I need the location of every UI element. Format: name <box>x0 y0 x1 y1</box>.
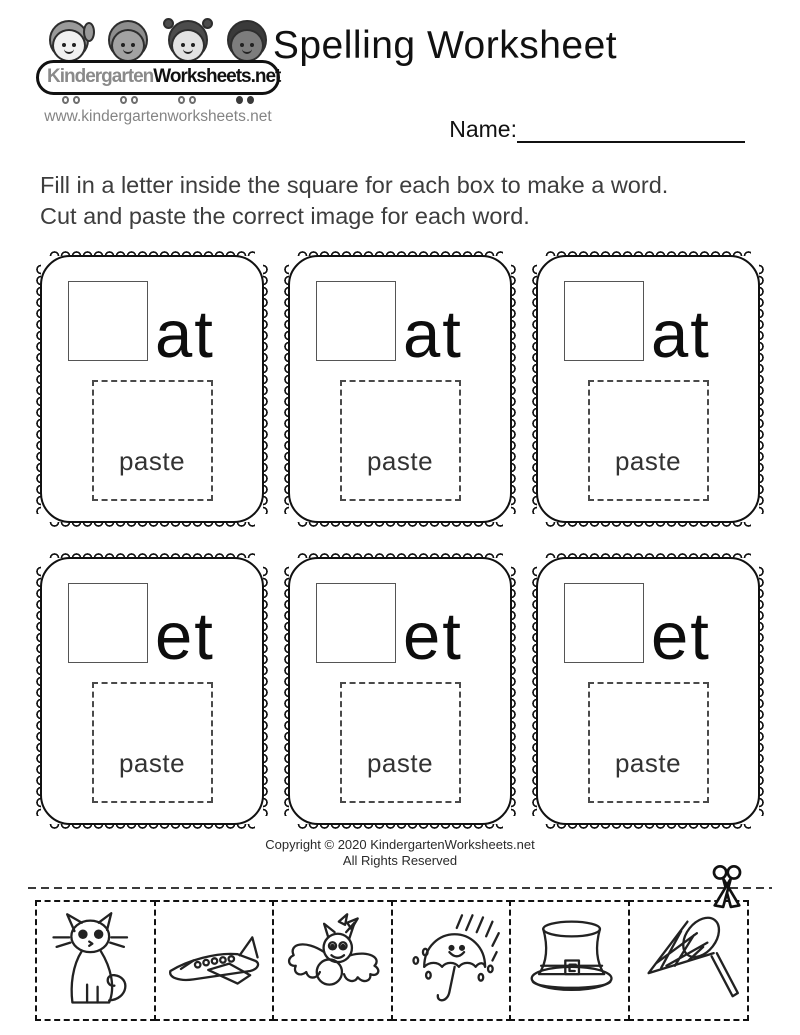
word-card-at-2 <box>281 248 519 530</box>
paste-box[interactable] <box>92 682 213 803</box>
word-ending: at <box>403 296 463 372</box>
paste-label: paste <box>614 446 682 477</box>
header <box>0 0 800 158</box>
net-image[interactable] <box>636 908 741 1013</box>
cat-image[interactable] <box>43 908 148 1013</box>
name-input-line[interactable] <box>517 117 745 143</box>
paste-label: paste <box>118 748 186 779</box>
word-card-et-2 <box>281 550 519 832</box>
instructions-line-2: Cut and paste the correct image for each word. <box>40 203 530 230</box>
cut-image-strip <box>35 900 765 1021</box>
letter-box[interactable] <box>564 583 644 663</box>
letter-box[interactable] <box>316 281 396 361</box>
word-ending: et <box>403 598 463 674</box>
rain-image[interactable] <box>399 908 504 1013</box>
paste-box[interactable] <box>340 380 461 501</box>
word-ending: at <box>651 296 711 372</box>
cut-image-cell <box>628 900 749 1021</box>
instructions <box>40 170 760 232</box>
cut-image-cell <box>391 900 512 1021</box>
jet-image[interactable] <box>162 908 267 1013</box>
kids-feet <box>36 95 280 104</box>
word-card-at-3 <box>529 248 767 530</box>
rights-line: All Rights Reserved <box>342 853 458 869</box>
paste-box[interactable] <box>588 380 709 501</box>
paste-label: paste <box>366 748 434 779</box>
copyright-line: Copyright © 2020 KindergartenWorksheets.net <box>265 837 535 853</box>
paste-label: paste <box>366 446 434 477</box>
cut-image-cell <box>272 900 393 1021</box>
cut-image-cell <box>154 900 275 1021</box>
letter-box[interactable] <box>68 583 148 663</box>
word-card-et-3 <box>529 550 767 832</box>
site-logo <box>36 20 280 126</box>
scissors-icon <box>704 862 750 912</box>
hat-image[interactable] <box>517 908 622 1013</box>
logo-url: www.kindergartenworksheets.net <box>44 108 272 125</box>
cut-dashed-line <box>28 887 772 890</box>
paste-label: paste <box>614 748 682 779</box>
cut-line-row <box>28 878 772 898</box>
word-ending: at <box>155 296 215 372</box>
letter-box[interactable] <box>564 281 644 361</box>
word-ending: et <box>651 598 711 674</box>
copyright <box>0 837 800 870</box>
name-row <box>449 116 745 143</box>
paste-box[interactable] <box>588 682 709 803</box>
paste-box[interactable] <box>340 682 461 803</box>
word-ending: et <box>155 598 215 674</box>
word-card-at-1 <box>33 248 271 530</box>
logo-banner <box>36 60 280 95</box>
letter-box[interactable] <box>68 281 148 361</box>
name-label: Name: <box>449 116 517 142</box>
bat-image[interactable] <box>280 908 385 1013</box>
logo-text-gray: Kindergarten <box>47 66 154 87</box>
letter-box[interactable] <box>316 583 396 663</box>
cut-image-cell <box>509 900 630 1021</box>
cut-image-cell <box>35 900 156 1021</box>
word-cards-grid <box>33 248 767 832</box>
word-card-et-1 <box>33 550 271 832</box>
logo-text-black: Worksheets.net <box>153 66 281 87</box>
page-title: Spelling Worksheet <box>272 24 618 67</box>
instructions-line-1: Fill in a letter inside the square for each box to make a word. <box>40 172 669 198</box>
paste-box[interactable] <box>92 380 213 501</box>
paste-label: paste <box>118 446 186 477</box>
